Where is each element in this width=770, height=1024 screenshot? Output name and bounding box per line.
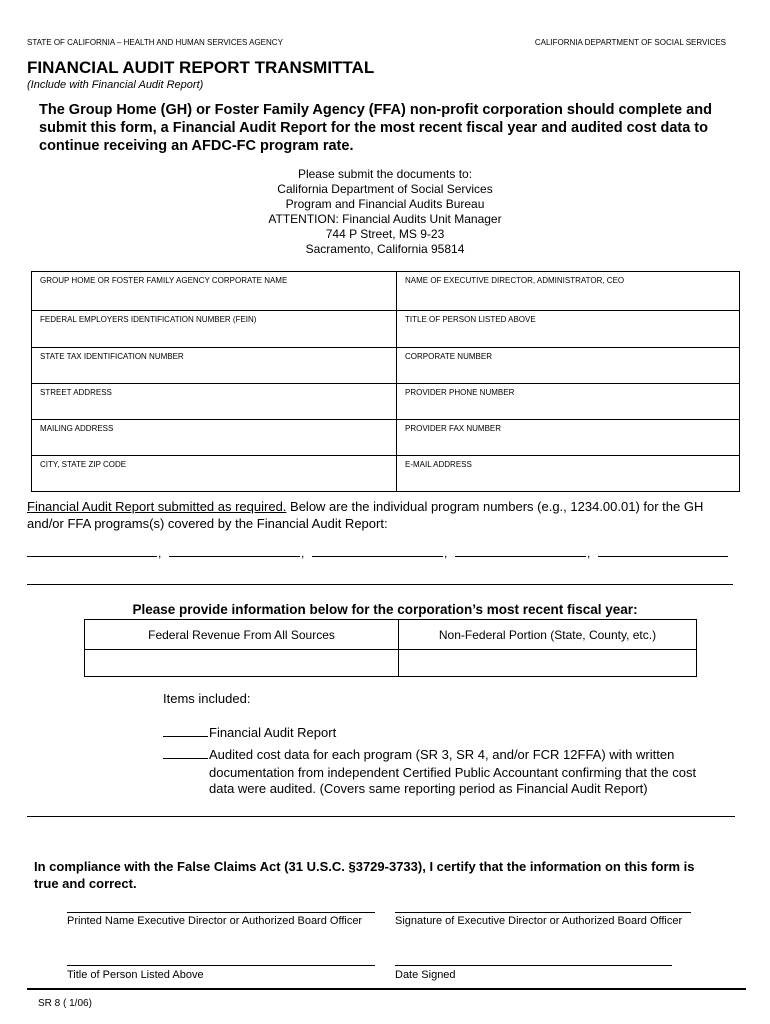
date-line[interactable] bbox=[395, 965, 672, 966]
program-numbers-instructions bbox=[27, 498, 737, 532]
field-phone-number[interactable]: PROVIDER PHONE NUMBER bbox=[397, 384, 740, 420]
address-line: California Department of Social Services bbox=[277, 182, 493, 196]
printed-name-line[interactable] bbox=[67, 912, 375, 913]
field-city-state-zip[interactable]: CITY, STATE ZIP CODE bbox=[32, 456, 397, 492]
field-state-tax-id[interactable]: STATE TAX IDENTIFICATION NUMBER bbox=[32, 348, 397, 384]
title-line[interactable] bbox=[67, 965, 375, 966]
department-header: CALIFORNIA DEPARTMENT OF SOCIAL SERVICES bbox=[534, 38, 726, 47]
non-federal-header: Non-Federal Portion (State, County, etc.) bbox=[399, 620, 697, 650]
mailing-address-block bbox=[0, 167, 770, 257]
program-number-blank[interactable] bbox=[27, 556, 157, 557]
field-street-address[interactable]: STREET ADDRESS bbox=[32, 384, 397, 420]
form-number: SR 8 ( 1/06) bbox=[38, 998, 92, 1009]
program-number-blank[interactable] bbox=[598, 556, 728, 557]
items-heading: Items included: bbox=[163, 691, 251, 706]
field-corporate-number[interactable]: CORPORATE NUMBER bbox=[397, 348, 740, 384]
checkmark-blank[interactable] bbox=[163, 725, 208, 737]
revenue-heading: Please provide information below for the corporation’s most recent fiscal year: bbox=[132, 602, 638, 617]
item-label: Audited cost data for each program (SR 3, SR 4, and/or FCR 12FFA) with written bbox=[209, 747, 675, 762]
item-label: Financial Audit Report bbox=[209, 725, 337, 740]
address-line: ATTENTION: Financial Audits Unit Manager bbox=[268, 212, 502, 226]
false-claims-certification: In compliance with the False Claims Act (31 U.S.C. §3729-3733), I certify that the information on this form is true and correct. bbox=[34, 859, 695, 891]
item-financial-audit-report bbox=[163, 724, 336, 741]
federal-revenue-input[interactable] bbox=[85, 650, 399, 677]
address-line: Please submit the documents to: bbox=[297, 167, 473, 181]
federal-revenue-header: Federal Revenue From All Sources bbox=[85, 620, 399, 650]
comma: , bbox=[301, 546, 305, 560]
checkmark-blank[interactable] bbox=[163, 747, 208, 759]
field-mailing-address[interactable]: MAILING ADDRESS bbox=[32, 420, 397, 456]
printed-name-label: Printed Name Executive Director or Authorized Board Officer bbox=[67, 915, 363, 927]
address-line: Program and Financial Audits Bureau bbox=[285, 197, 485, 211]
comma: , bbox=[444, 546, 448, 560]
form-subtitle: (Include with Financial Audit Report) bbox=[27, 79, 204, 91]
date-label: Date Signed bbox=[395, 969, 456, 981]
item-label-continued: documentation from independent Certified Public Accountant confirming that the cost bbox=[209, 765, 697, 780]
field-executive-name[interactable]: NAME OF EXECUTIVE DIRECTOR, ADMINISTRATOR, CEO bbox=[397, 272, 740, 311]
address-line: 744 P Street, MS 9-23 bbox=[325, 227, 445, 241]
revenue-table bbox=[84, 619, 697, 677]
agency-header: STATE OF CALIFORNIA – HEALTH AND HUMAN SERVICES AGENCY bbox=[27, 38, 283, 47]
signature-line[interactable] bbox=[395, 912, 691, 913]
field-fax-number[interactable]: PROVIDER FAX NUMBER bbox=[397, 420, 740, 456]
item-audited-cost-data bbox=[163, 746, 674, 763]
signature-label: Signature of Executive Director or Authorized Board Officer bbox=[395, 915, 683, 927]
field-email-address[interactable]: E-MAIL ADDRESS bbox=[397, 456, 740, 492]
comma: , bbox=[158, 546, 162, 560]
program-number-blank[interactable] bbox=[169, 556, 300, 557]
submitted-as-required: Financial Audit Report submitted as required. bbox=[27, 499, 287, 514]
field-corporate-name[interactable]: GROUP HOME OR FOSTER FAMILY AGENCY CORPORATE NAME bbox=[32, 272, 397, 311]
non-federal-input[interactable] bbox=[399, 650, 697, 677]
footer-divider bbox=[27, 988, 746, 990]
intro-text: The Group Home (GH) or Foster Family Agency (FFA) non-profit corporation should complete and submit this form, a Financial Audit Report for the most recent fiscal year and audited cost data to continue receiving an AFDC-FC program rate. bbox=[39, 102, 712, 154]
address-line: Sacramento, California 95814 bbox=[305, 242, 465, 256]
title-label: Title of Person Listed Above bbox=[67, 969, 204, 981]
form-title: FINANCIAL AUDIT REPORT TRANSMITTAL bbox=[27, 58, 375, 77]
program-number-blank[interactable] bbox=[312, 556, 443, 557]
section-divider bbox=[27, 816, 735, 817]
item-label-continued: data were audited. (Covers same reporting period as Financial Audit Report) bbox=[209, 781, 648, 796]
field-title-of-person[interactable]: TITLE OF PERSON LISTED ABOVE bbox=[397, 311, 740, 348]
program-numbers-text: Below are the individual program numbers (e.g., 1234.00.01) for the GH and/or FFA programs(s) covered by the Financial Audit Report: bbox=[27, 499, 704, 531]
comma: , bbox=[587, 546, 591, 560]
program-number-blank[interactable] bbox=[455, 556, 586, 557]
section-divider bbox=[27, 584, 733, 585]
corporation-info-table bbox=[31, 271, 740, 492]
field-fein[interactable]: FEDERAL EMPLOYERS IDENTIFICATION NUMBER (FEIN) bbox=[32, 311, 397, 348]
